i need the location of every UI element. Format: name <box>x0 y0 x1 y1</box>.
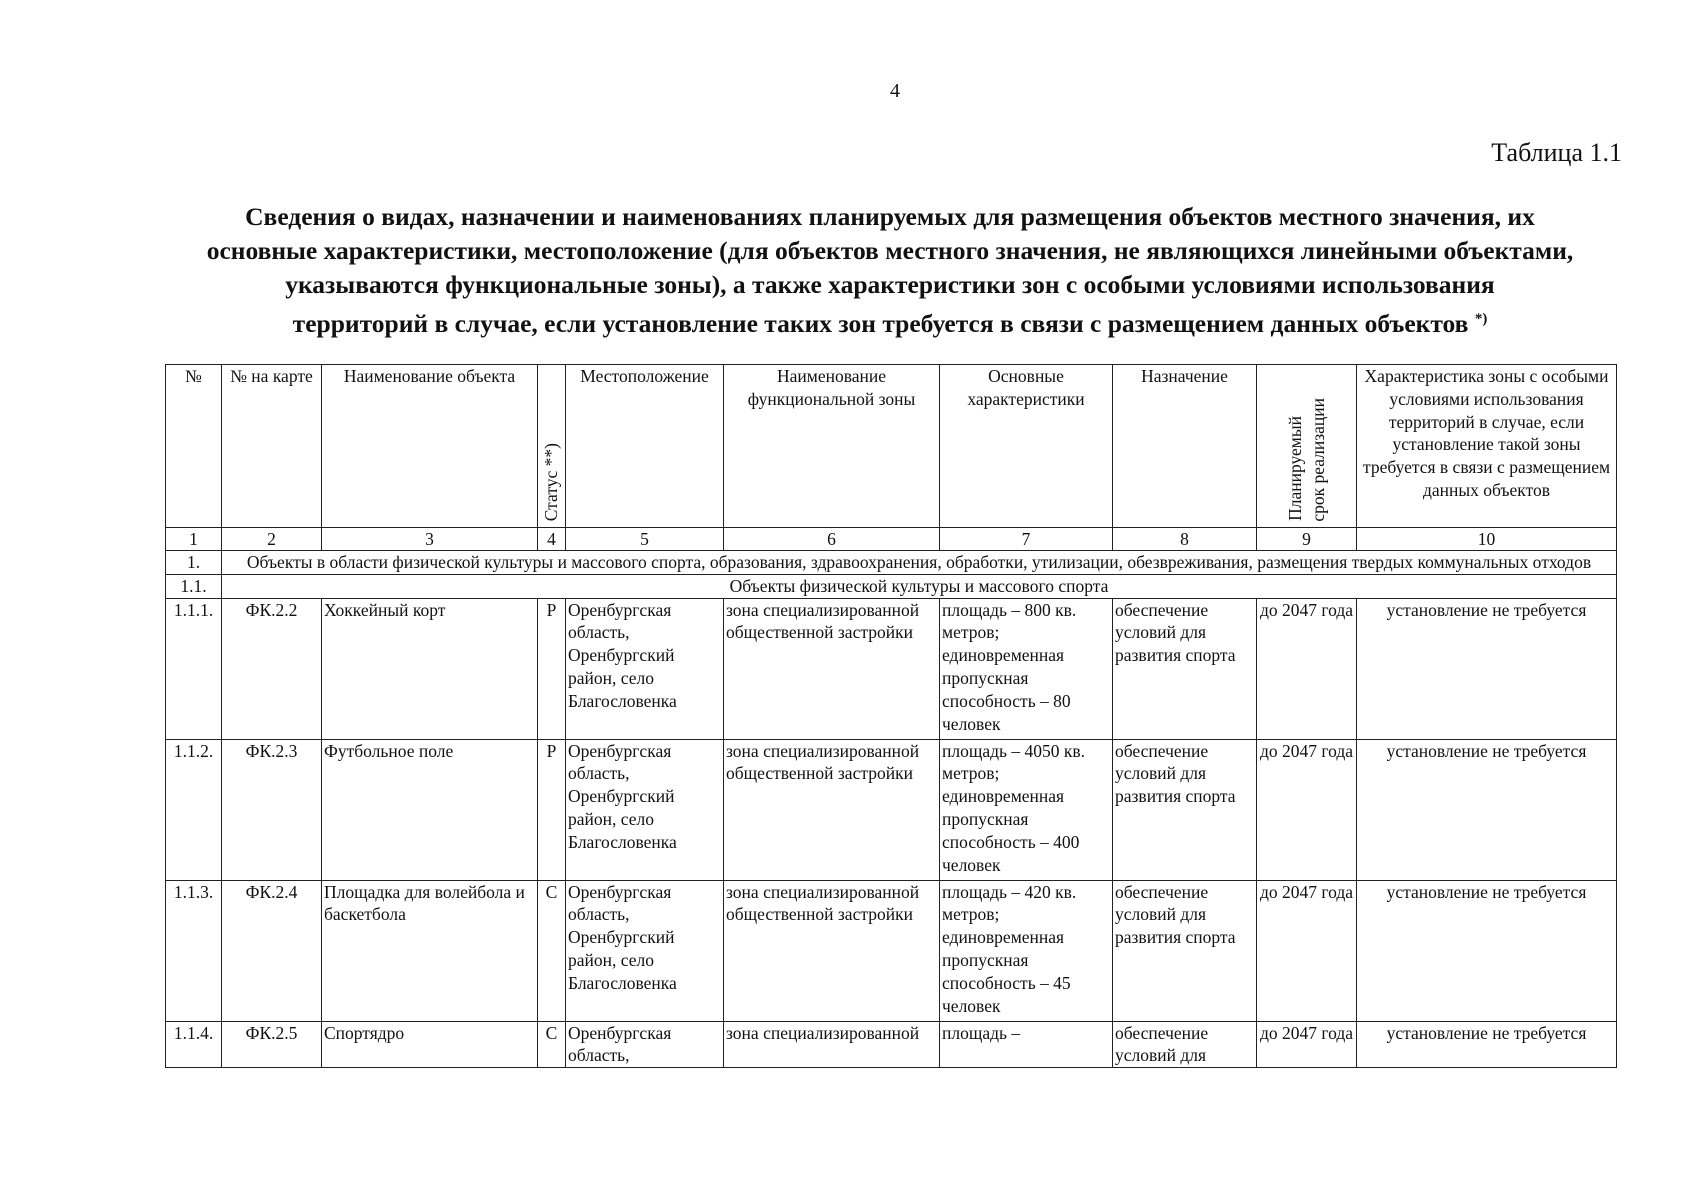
row-purpose: обеспечение условий для развития спорта <box>1113 598 1257 739</box>
table-row <box>166 739 1617 880</box>
column-number: 7 <box>940 528 1113 551</box>
row-zone-characteristics: установление не требуется <box>1357 880 1617 1021</box>
header-location: Местоположение <box>566 365 724 528</box>
title-line: основные характеристики, местоположение (для объектов местного значения, не являющихся линейными объектами, <box>206 236 1574 265</box>
row-name: Хоккейный корт <box>322 598 538 739</box>
column-number: 5 <box>566 528 724 551</box>
row-term: до 2047 года <box>1257 880 1357 1021</box>
section-num: 1. <box>166 551 222 575</box>
row-location: Оренбургская область, <box>566 1021 724 1068</box>
table-row <box>166 598 1617 739</box>
row-status: Р <box>538 739 566 880</box>
column-number: 6 <box>724 528 940 551</box>
row-status: С <box>538 1021 566 1068</box>
section-title: Объекты в области физической культуры и массового спорта, образования, здравоохранения, обработки, утилизации, обезвреживания, размещения твердых коммунальных отходов <box>222 551 1617 575</box>
row-purpose: обеспечение условий для <box>1113 1021 1257 1068</box>
table-row <box>166 1021 1617 1068</box>
row-map-num: ФК.2.2 <box>222 598 322 739</box>
column-number: 9 <box>1257 528 1357 551</box>
row-map-num: ФК.2.3 <box>222 739 322 880</box>
row-zone: зона специализированной общественной застройки <box>724 598 940 739</box>
header-row <box>166 365 1617 528</box>
column-number: 8 <box>1113 528 1257 551</box>
column-number: 2 <box>222 528 322 551</box>
row-characteristics: площадь – 800 кв. метров; единовременная пропускная способность – 80 человек <box>940 598 1113 739</box>
column-number: 4 <box>538 528 566 551</box>
title-line-last <box>150 302 1630 341</box>
column-numbers-row <box>166 528 1617 551</box>
column-number: 1 <box>166 528 222 551</box>
table-label: Таблица 1.1 <box>1491 138 1622 167</box>
row-characteristics: площадь – 4050 кв. метров; единовременная пропускная способность – 400 человек <box>940 739 1113 880</box>
header-name: Наименование объекта <box>322 365 538 528</box>
row-zone: зона специализированной <box>724 1021 940 1068</box>
document-title <box>150 200 1630 341</box>
section-row <box>166 551 1617 575</box>
row-num: 1.1.3. <box>166 880 222 1021</box>
header-zone: Наименование функциональной зоны <box>724 365 940 528</box>
header-characteristics: Основные характеристики <box>940 365 1113 528</box>
row-location: Оренбургская область, Оренбургский район, село Благословенка <box>566 598 724 739</box>
row-status: С <box>538 880 566 1021</box>
row-map-num: ФК.2.4 <box>222 880 322 1021</box>
subsection-num: 1.1. <box>166 574 222 598</box>
column-number: 3 <box>322 528 538 551</box>
row-name: Площадка для волейбола и баскетбола <box>322 880 538 1021</box>
row-num: 1.1.4. <box>166 1021 222 1068</box>
header-term-cell <box>1257 365 1357 528</box>
row-status: Р <box>538 598 566 739</box>
header-term-line2: срок реализации <box>1307 397 1328 522</box>
row-zone: зона специализированной общественной застройки <box>724 880 940 1021</box>
row-characteristics: площадь – 420 кв. метров; единовременная пропускная способность – 45 человек <box>940 880 1113 1021</box>
subsection-title: Объекты физической культуры и массового спорта <box>222 574 1617 598</box>
header-zone-characteristics: Характеристика зоны с особыми условиями использования территорий в случае, если установление такой зоны требуется в связи с размещением данных объектов <box>1357 365 1617 528</box>
row-purpose: обеспечение условий для развития спорта <box>1113 880 1257 1021</box>
row-map-num: ФК.2.5 <box>222 1021 322 1068</box>
row-num: 1.1.1. <box>166 598 222 739</box>
row-name: Спортядро <box>322 1021 538 1068</box>
header-map-num: № на карте <box>222 365 322 528</box>
row-term: до 2047 года <box>1257 1021 1357 1068</box>
row-zone-characteristics: установление не требуется <box>1357 598 1617 739</box>
row-zone-characteristics: установление не требуется <box>1357 1021 1617 1068</box>
row-num: 1.1.2. <box>166 739 222 880</box>
title-line: Сведения о видах, назначении и наименованиях планируемых для размещения объектов местного значения, их <box>245 202 1535 231</box>
title-line: указываются функциональные зоны), а также характеристики зон с особыми условиями использования <box>285 270 1495 299</box>
objects-table <box>165 364 1617 1068</box>
row-term: до 2047 года <box>1257 739 1357 880</box>
row-location: Оренбургская область, Оренбургский район, село Благословенка <box>566 739 724 880</box>
header-status: Статус **) <box>541 442 562 522</box>
subsection-row <box>166 574 1617 598</box>
page-number: 4 <box>890 80 900 102</box>
row-zone: зона специализированной общественной застройки <box>724 739 940 880</box>
header-status-cell <box>538 365 566 528</box>
row-name: Футбольное поле <box>322 739 538 880</box>
header-num: № <box>166 365 222 528</box>
header-term-line1: Планируемый <box>1284 416 1305 522</box>
table-row <box>166 880 1617 1021</box>
row-characteristics: площадь – <box>940 1021 1113 1068</box>
row-term: до 2047 года <box>1257 598 1357 739</box>
title-line-text: территорий в случае, если установление таких зон требуется в связи с размещением данных объектов <box>292 309 1469 338</box>
footnote-mark: *) <box>1474 311 1488 327</box>
row-purpose: обеспечение условий для развития спорта <box>1113 739 1257 880</box>
header-purpose: Назначение <box>1113 365 1257 528</box>
column-number: 10 <box>1357 528 1617 551</box>
row-zone-characteristics: установление не требуется <box>1357 739 1617 880</box>
row-location: Оренбургская область, Оренбургский район, село Благословенка <box>566 880 724 1021</box>
